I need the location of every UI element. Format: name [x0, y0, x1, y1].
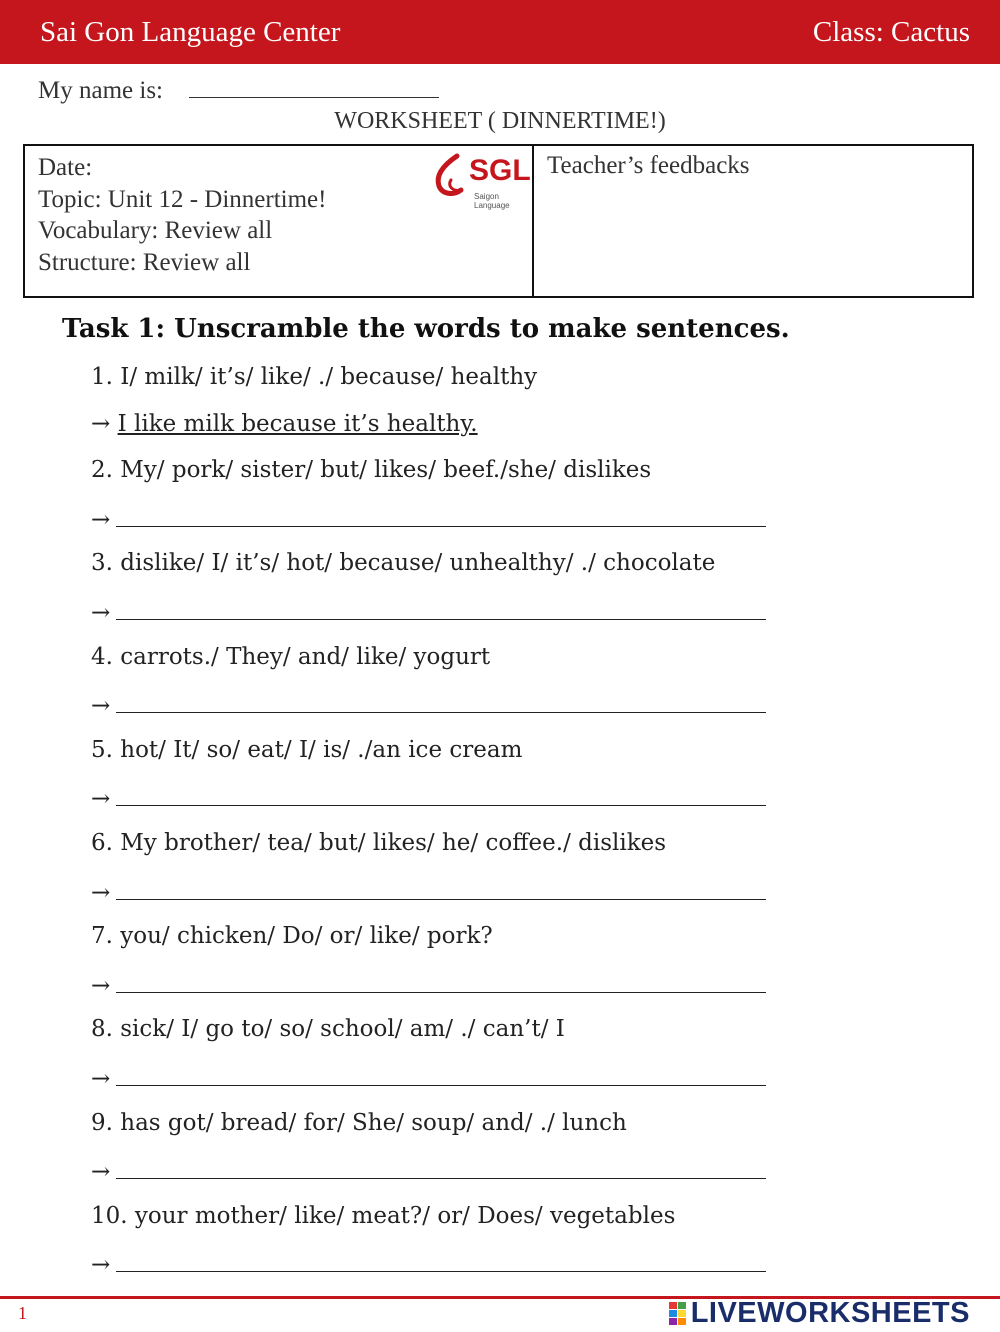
structure-label: Structure: Review all — [38, 248, 251, 276]
arrow-icon: → — [91, 972, 111, 999]
task-title: Task 1: Unscramble the words to make sentences. — [62, 314, 790, 344]
class-name: Class: Cactus — [812, 16, 970, 48]
logo-subtext: Saigon Language — [474, 192, 510, 210]
question-5: 5. hot/ It/ so/ eat/ I/ is/ ./an ice cream — [91, 736, 523, 763]
answer-row-9 — [91, 1152, 971, 1199]
answer-input-9[interactable] — [116, 1152, 766, 1179]
answer-input-4[interactable] — [116, 686, 766, 713]
liveworksheets-logo[interactable] — [669, 1297, 970, 1329]
question-2: 2. My/ pork/ sister/ but/ likes/ beef./she/ dislikes — [91, 457, 652, 484]
question-7: 7. you/ chicken/ Do/ or/ like/ pork? — [91, 923, 493, 950]
answer-row-6 — [91, 873, 971, 920]
question-8: 8. sick/ I/ go to/ so/ school/ am/ ./ can’t/ I — [91, 1016, 565, 1043]
lesson-info — [25, 146, 534, 296]
task-items — [91, 360, 971, 1292]
name-row — [38, 75, 439, 105]
arrow-icon: → — [91, 506, 111, 533]
arrow-icon: → — [91, 1252, 111, 1279]
name-label: My name is: — [38, 77, 163, 104]
answer-input-5[interactable] — [116, 779, 766, 806]
feedback-label: Teacher’s feedbacks — [547, 152, 750, 179]
answer-input-6[interactable] — [116, 873, 766, 900]
question-6: 6. My brother/ tea/ but/ likes/ he/ coffee./ dislikes — [91, 829, 667, 856]
question-10: 10. your mother/ like/ meat?/ or/ Does/ vegetables — [91, 1202, 676, 1229]
topic-label: Topic: Unit 12 - Dinnertime! — [38, 185, 327, 213]
arrow-icon: → — [91, 1159, 111, 1186]
arrow-icon: → — [91, 599, 111, 626]
brand-text: LIVEWORKSHEETS — [690, 1297, 970, 1329]
answer-row-1 — [91, 407, 971, 454]
question-3: 3. dislike/ I/ it’s/ hot/ because/ unhealthy/ ./ chocolate — [91, 550, 716, 577]
answer-row-8 — [91, 1059, 971, 1106]
page-number: 1 — [18, 1303, 27, 1323]
answer-input-7[interactable] — [116, 966, 766, 993]
arrow-icon: → — [91, 879, 111, 906]
answer-input-2[interactable] — [116, 500, 766, 527]
vocabulary-label: Vocabulary: Review all — [38, 217, 273, 244]
info-box — [23, 144, 974, 298]
question-1: 1. I/ milk/ it’s/ like/ ./ because/ healthy — [91, 364, 538, 390]
answer-row-10 — [91, 1245, 971, 1292]
sample-answer: I like milk because it’s healthy. — [117, 410, 478, 437]
name-blank-line[interactable] — [189, 75, 439, 98]
answer-row-2 — [91, 500, 971, 547]
school-name: Sai Gon Language Center — [40, 16, 341, 48]
answer-row-3 — [91, 593, 971, 640]
logo-text: SGL — [469, 154, 531, 187]
worksheet-title: WORKSHEET ( DINNERTIME!) — [334, 108, 666, 134]
arrow-icon: → — [91, 693, 111, 720]
answer-input-3[interactable] — [116, 593, 766, 620]
answer-row-4 — [91, 686, 971, 733]
sgl-swirl-icon — [431, 152, 471, 204]
page-header — [0, 0, 1000, 64]
answer-input-10[interactable] — [116, 1245, 766, 1272]
arrow-icon: → — [91, 786, 111, 813]
answer-input-8[interactable] — [116, 1059, 766, 1086]
arrow-icon: → — [91, 1065, 111, 1092]
sgl-logo — [431, 152, 531, 208]
answer-row-5 — [91, 779, 971, 826]
liveworksheets-blocks-icon — [669, 1302, 687, 1326]
question-9: 9. has got/ bread/ for/ She/ soup/ and/ ./ lunch — [91, 1109, 627, 1136]
answer-row-7 — [91, 966, 971, 1013]
question-4: 4. carrots./ They/ and/ like/ yogurt — [91, 643, 491, 670]
arrow-icon: → — [91, 410, 111, 437]
date-label: Date: — [38, 154, 93, 181]
